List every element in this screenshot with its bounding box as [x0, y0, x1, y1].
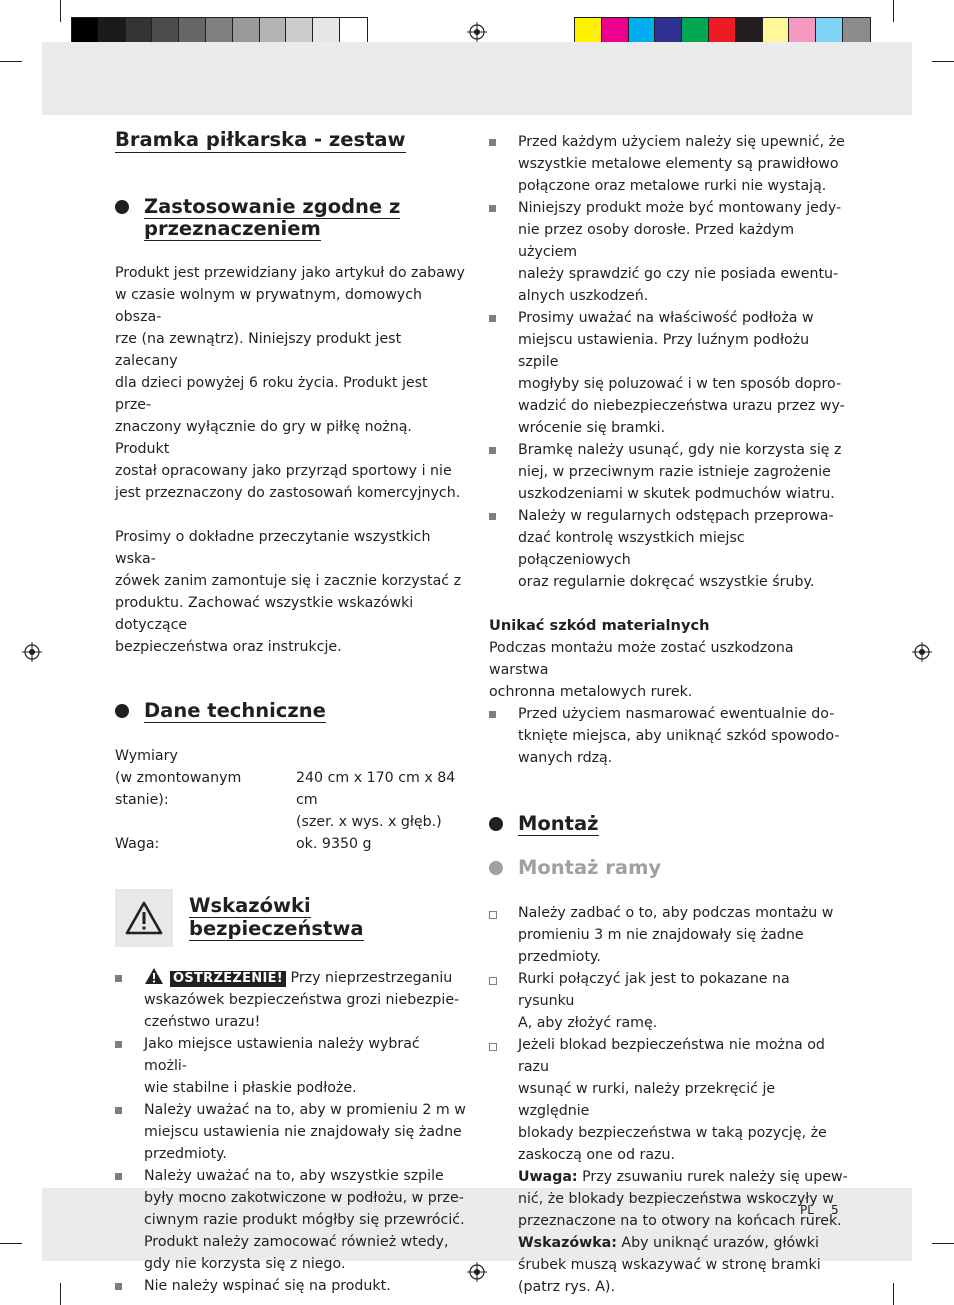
bullet-icon — [115, 200, 129, 214]
crop-mark — [932, 1243, 954, 1244]
registration-mark-icon — [22, 642, 42, 662]
list-item: Rurki połączyć jak jest to pokazane na rysunku A, aby złożyć ramę. — [489, 968, 849, 1034]
crop-mark — [893, 1283, 894, 1305]
color-swatch — [260, 18, 287, 45]
list-item: Jeżeli blokad bezpieczeństwa nie można od razu wsunąć w rurki, należy przekręcić je względnie blokady bezpieczeństwa w taką pozycję, że zaskoczą one od razu. Uwaga: Przy zsuwaniu rurek należy się upew- nić, że blokady bezpieczeństwa wskoczyły w przeznaczone na to otwory na końcach rurek. Wskazówka: Aby uniknąć urazów, główki śrubek muszą wskazywać w stronę bramki (patrz rys. A). — [489, 1034, 849, 1298]
list-item: Należy w regularnych odstępach przeprowa- dzać kontrolę wszystkich miejsc połączeniowych oraz regularnie dokręcać wszystkie śruby. — [489, 505, 849, 593]
color-swatch — [709, 18, 736, 45]
color-swatch — [233, 18, 260, 45]
color-swatch — [575, 18, 602, 45]
color-swatch — [763, 18, 790, 45]
bullet-icon — [489, 861, 503, 875]
left-column — [115, 129, 467, 1297]
safety-heading — [115, 889, 467, 947]
header-band — [42, 42, 912, 115]
crop-mark — [0, 1243, 22, 1244]
registration-mark-icon — [467, 1262, 487, 1282]
material-damage-list — [489, 703, 849, 769]
dims-sublabel: (w zmontowanym stanie): — [115, 770, 242, 808]
list-item: Należy uważać na to, aby w promieniu 2 m w miejscu ustawienia nie znajdowały się żadne przedmioty. — [115, 1099, 467, 1165]
intended-use-paragraph: Prosimy o dokładne przeczytanie wszystkich wska- zówek zanim zamontuje się i zacznie korzystać z produktu. Zachować wszystkie wskazówki dotyczące bezpieczeństwa oraz instrukcje. — [115, 529, 462, 655]
registration-mark-icon — [467, 22, 487, 42]
list-item: Należy uważać na to, aby wszystkie szpile były mocno zakotwiczone w podłożu, w prze- ciwnym razie produkt mógłby się przewrócić. Produkt należy zamocować również wtedy, gdy nie korzysta się z niego. — [115, 1165, 467, 1275]
weight-label: Waga: — [115, 836, 160, 852]
color-swatch — [629, 18, 656, 45]
list-item: Niniejszy produkt może być montowany jedy- nie przez osoby dorosłe. Przed każdym użyciem należy sprawdzić go czy nie posiada ewentu- alnych uszkodzeń. — [489, 197, 849, 307]
safety-list — [115, 967, 467, 1297]
registration-mark-icon — [912, 642, 932, 662]
color-swatch — [152, 18, 179, 45]
list-item: Bramkę należy usunąć, gdy nie korzysta się z niej, w przeciwnym razie istnieje zagrożenie uszkodzeniami w skutek podmuchów wiatru. — [489, 439, 849, 505]
bullet-icon — [489, 817, 503, 831]
material-damage-heading: Unikać szkód materialnych — [489, 617, 710, 634]
intended-use-paragraph: Produkt jest przewidziany jako artykuł do zabawy w czasie wolnym w prywatnym, domowych obsza- rze (na zewnątrz). Niniejszy produkt jest zalecany dla dzieci powyżej 6 roku życia. Produkt jest prze- znaczony wyłącznie do gry w piłkę nożną. Produkt został opracowany jako przyrząd sportowy i nie jest przeznaczony do zastosowań komercyjnych. — [115, 265, 465, 501]
page-title: Bramka piłkarska - zestaw — [115, 128, 406, 151]
list-item: Należy zadbać o to, aby podczas montażu w promieniu 3 m nie znajdowały się żadne przedmioty. — [489, 902, 849, 968]
crop-mark — [60, 1283, 61, 1305]
section-heading-frame-assembly: Montaż ramy — [489, 857, 849, 879]
list-item: OSTRZEŻENIE! Przy nieprzestrzeganiu wskazówek bezpieczeństwa grozi niebezpie- czeństwo urazu! — [115, 967, 467, 1033]
color-swatch — [655, 18, 682, 45]
dims-label: Wymiary — [115, 748, 178, 764]
warning-badge: OSTRZEŻENIE! — [170, 971, 286, 987]
color-swatch — [286, 18, 313, 45]
color-swatch — [789, 18, 816, 45]
crop-mark — [0, 61, 22, 62]
section-heading-tech-data: Dane techniczne — [115, 700, 467, 722]
color-swatch — [179, 18, 206, 45]
color-swatch — [126, 18, 153, 45]
list-item: Przed użyciem nasmarować ewentualnie do- tknięte miejsca, aby uniknąć szkód spowodo- wanych rdzą. — [489, 703, 849, 769]
dims-note: (szer. x wys. x głęb.) — [296, 814, 442, 830]
color-swatch — [99, 18, 126, 45]
safety-list-continued — [489, 131, 849, 593]
assembly-steps — [489, 902, 849, 1298]
right-column — [489, 131, 849, 1298]
color-swatch — [602, 18, 629, 45]
section-heading-intended-use: Zastosowanie zgodne z przeznaczeniem — [115, 196, 467, 240]
page-number: 5 — [831, 1203, 839, 1217]
footer-language: PL — [800, 1203, 814, 1217]
material-damage-text: Podczas montażu może zostać uszkodzona warstwa ochronna metalowych rurek. — [489, 640, 794, 700]
color-swatch — [843, 18, 870, 45]
safety-heading-line2: bezpieczeństwa — [189, 917, 364, 940]
crop-mark — [60, 0, 61, 22]
warning-triangle-icon — [144, 967, 164, 985]
list-item: Przed każdym użyciem należy się upewnić, że wszystkie metalowe elementy są prawidłowo połączone oraz metalowe rurki nie wystają. — [489, 131, 849, 197]
list-item: Nie należy wspinać się na produkt. — [115, 1275, 467, 1297]
color-swatch — [682, 18, 709, 45]
color-swatch — [816, 18, 843, 45]
list-item: Jako miejsce ustawienia należy wybrać możli- wie stabilne i płaskie podłoże. — [115, 1033, 467, 1099]
color-swatch — [340, 18, 367, 45]
tech-data-table — [115, 745, 467, 855]
safety-heading-line1: Wskazówki — [189, 894, 311, 917]
weight-value: ok. 9350 g — [296, 836, 372, 852]
section-heading-assembly: Montaż — [489, 813, 849, 835]
crop-mark — [893, 0, 894, 22]
warning-triangle-icon — [115, 889, 173, 947]
color-swatch — [206, 18, 233, 45]
list-item: Prosimy uważać na właściwość podłoża w miejscu ustawienia. Przy luźnym podłożu szpile mogłyby się poluzować i w ten sposób dopro- wadzić do niebezpieczeństwa urazu przez wy- wrócenie się bramki. — [489, 307, 849, 439]
color-swatch — [736, 18, 763, 45]
crop-mark — [932, 61, 954, 62]
color-swatch — [72, 18, 99, 45]
color-swatch — [313, 18, 340, 45]
dims-value: 240 cm x 170 cm x 84 cm — [296, 770, 456, 808]
bullet-icon — [115, 704, 129, 718]
